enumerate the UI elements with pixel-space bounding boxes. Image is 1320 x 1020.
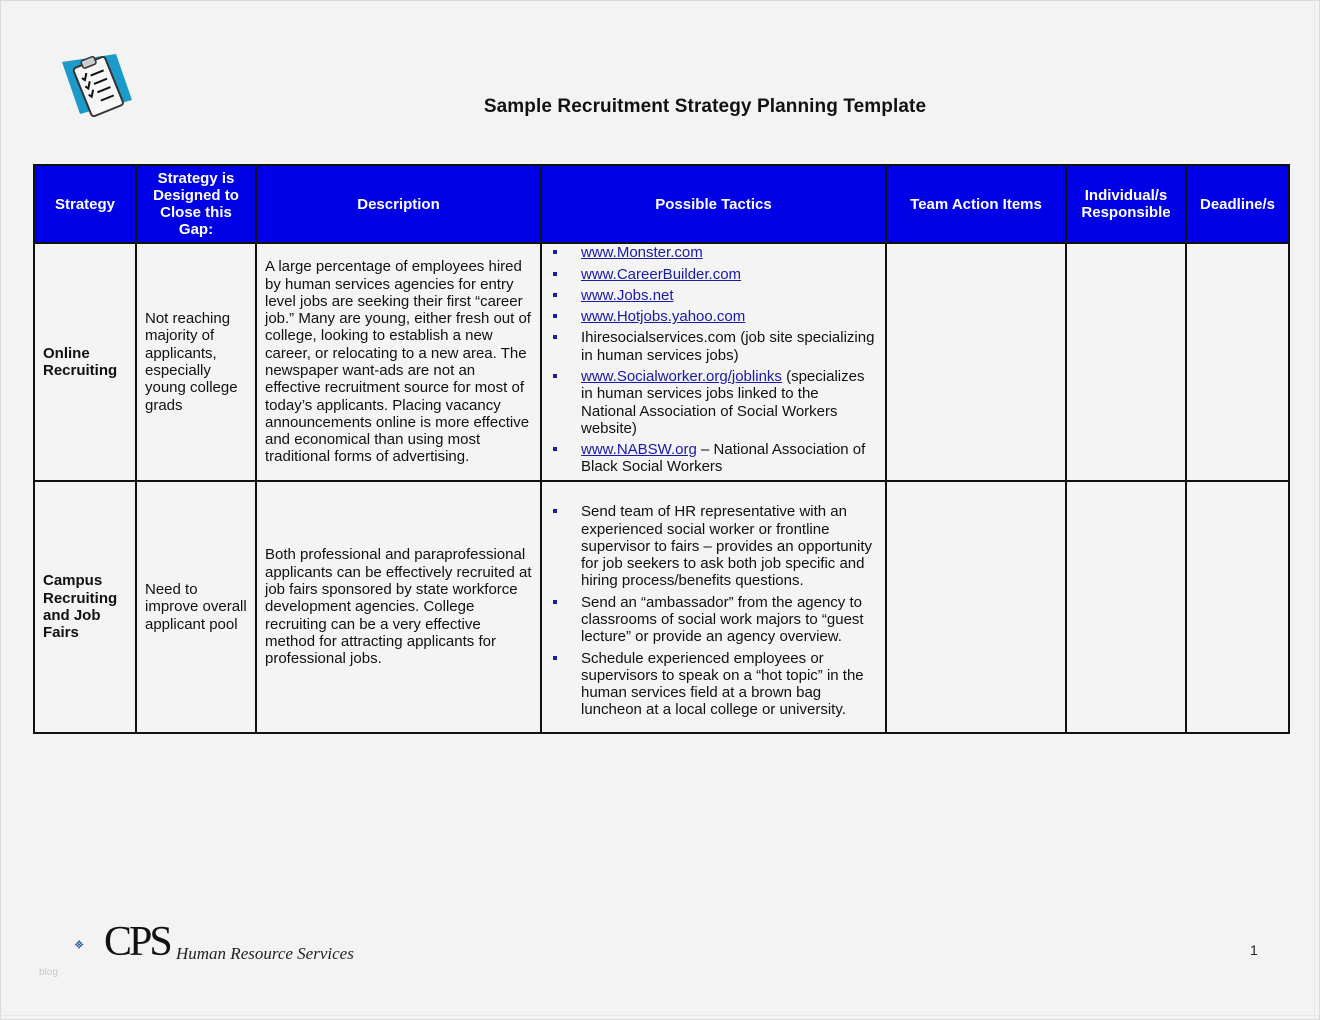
watermark: blog xyxy=(39,967,58,978)
strategy-planning-table xyxy=(33,164,1290,734)
tactic-item xyxy=(550,441,877,476)
gap-cell: Need to improve overall applicant pool xyxy=(136,481,256,733)
tactic-item xyxy=(550,287,877,304)
tactic-item: Send team of HR representative with an experienced social worker or frontline supervisor to fairs – provides an opportunity for job seekers to ask both job specific and hiring process/benefits questions. xyxy=(550,503,877,589)
tactics-list xyxy=(550,244,877,476)
tactic-link[interactable]: www.Socialworker.org/joblinks xyxy=(581,368,782,385)
tactic-item: Schedule experienced employees or supervisors to speak on a “hot topic” in the human services field at a brown bag luncheon at a local college or university. xyxy=(550,650,877,719)
strategy-cell: Campus Recruiting and Job Fairs xyxy=(34,481,136,733)
table-row xyxy=(34,481,1289,733)
tactic-link[interactable]: www.CareerBuilder.com xyxy=(581,265,742,283)
tactic-item: Send an “ambassador” from the agency to classrooms of social work majors to “guest lecture” or provide an agency overview. xyxy=(550,594,877,646)
column-header-strategy: Strategy xyxy=(34,165,136,243)
tactic-item xyxy=(550,244,877,261)
tactic-text: – National Association of Black Social Workers xyxy=(581,441,866,476)
column-header-deadlines: Deadline/s xyxy=(1186,165,1289,243)
column-header-description: Description xyxy=(256,165,541,243)
table-header-row xyxy=(34,165,1289,243)
gap-cell: Not reaching majority of applicants, especially young college grads xyxy=(136,243,256,481)
tactic-item xyxy=(550,266,877,283)
column-header-individuals-responsible: Individual/s Responsible xyxy=(1066,165,1186,243)
deadlines-cell[interactable] xyxy=(1186,243,1289,481)
document-title: Sample Recruitment Strategy Planning Template xyxy=(483,96,927,117)
description-cell: A large percentage of employees hired by human services agencies for entry level jobs are seeking their first “career job.” Many are young, either fresh out of college, looking to establish a new career, or relocating to a new area. The newspaper want-ads are not an effective recruitment source for most of today’s applicants. Placing vacancy announcements online is more effective and economical than using most traditional forms of advertising. xyxy=(256,243,541,481)
page-edge xyxy=(0,1015,1320,1016)
page-number: 1 xyxy=(1250,942,1258,958)
team-action-items-cell[interactable] xyxy=(886,243,1066,481)
column-header-gap: Strategy is Designed to Close this Gap: xyxy=(136,165,256,243)
table-row xyxy=(34,243,1289,481)
tactic-item xyxy=(550,368,877,437)
tactic-text: Ihiresocialservices.com (job site specializing in human services jobs) xyxy=(581,329,875,364)
tactic-link[interactable]: www.Monster.com xyxy=(581,244,703,262)
tactic-link[interactable]: www.NABSW.org xyxy=(581,441,697,459)
tactics-list xyxy=(550,503,877,719)
individuals-responsible-cell[interactable] xyxy=(1066,243,1186,481)
team-action-items-cell[interactable] xyxy=(886,481,1066,733)
tactics-cell xyxy=(541,481,886,733)
description-cell: Both professional and paraprofessional applicants can be effectively recruited at job fairs sponsored by state workforce development agencies. College recruiting can be a very effective method for attracting applicants for professional jobs. xyxy=(256,481,541,733)
cps-logo-mark: CPS xyxy=(104,919,170,965)
tactic-link[interactable]: www.Hotjobs.yahoo.com xyxy=(581,308,746,326)
column-header-possible-tactics: Possible Tactics xyxy=(541,165,886,243)
cps-logo-subtitle: Human Resource Services xyxy=(176,944,354,963)
column-header-team-action-items: Team Action Items xyxy=(886,165,1066,243)
page-edge xyxy=(1314,0,1315,1020)
tactics-cell xyxy=(541,243,886,481)
tactic-item xyxy=(550,308,877,325)
tactic-item xyxy=(550,329,877,364)
tactic-link[interactable]: www.Jobs.net xyxy=(581,286,674,304)
individuals-responsible-cell[interactable] xyxy=(1066,481,1186,733)
strategy-cell: Online Recruiting xyxy=(34,243,136,481)
tactic-text: (specializes in human services jobs linked to the National Association of Social Workers website) xyxy=(581,368,865,437)
deadlines-cell[interactable] xyxy=(1186,481,1289,733)
